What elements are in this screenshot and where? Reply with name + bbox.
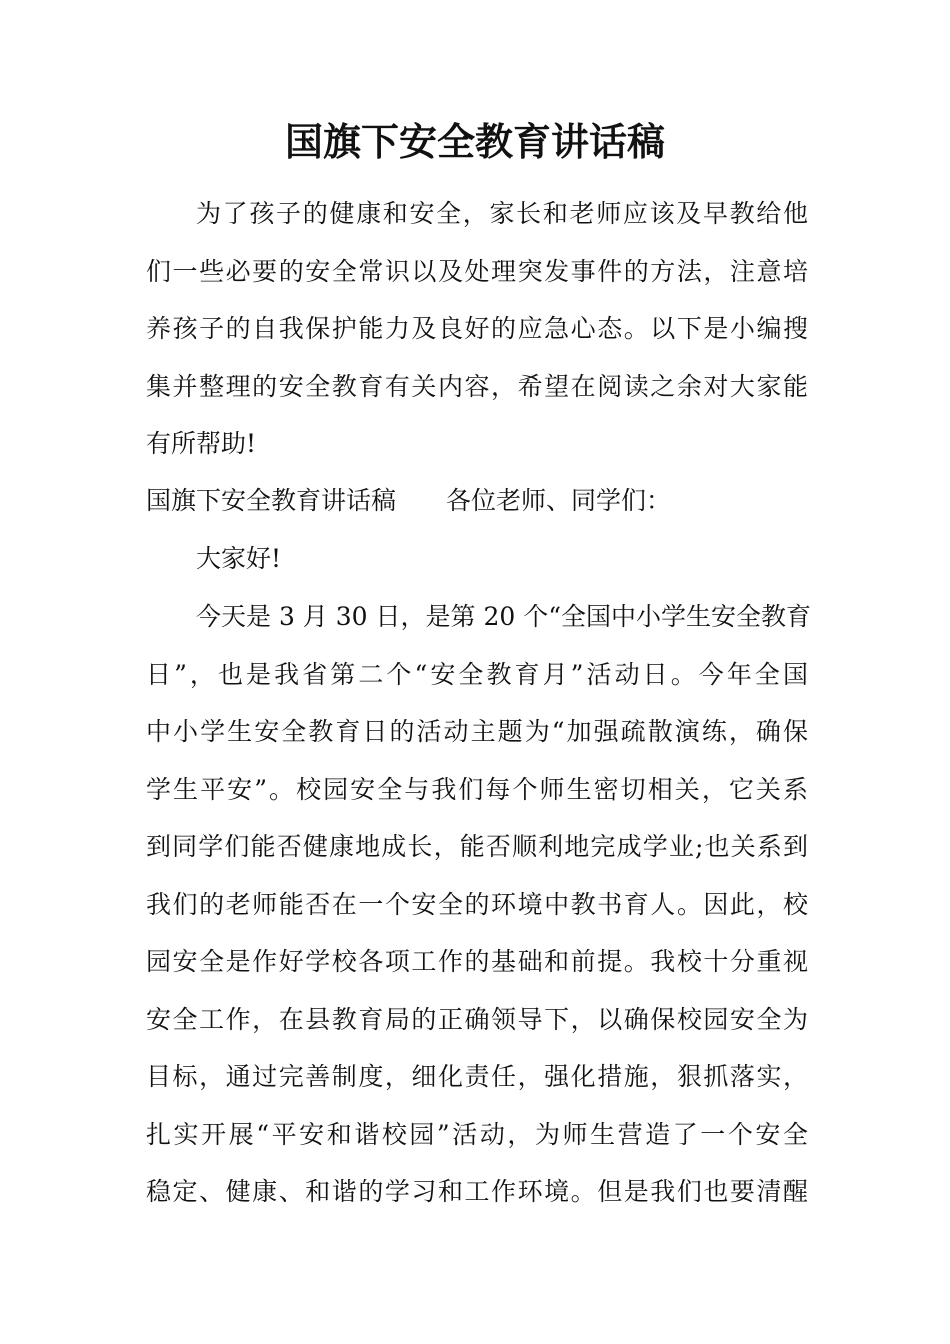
speech-heading: 国旗下安全教育讲话稿 [146, 486, 397, 515]
body-line: 稳定、健康、和谐的学习和工作环境。但是我们也要清醒 [146, 1177, 808, 1206]
body-line: 学生平安”。校园安全与我们每个师生密切相关，它关系 [146, 774, 808, 804]
body-line: 安全工作，在县教育局的正确领导下，以确保校园安全为 [146, 1004, 808, 1034]
greeting: 大家好! [196, 544, 282, 573]
salutation: 各位老师、同学们： [446, 486, 672, 515]
body-line: 扎实开展“平安和谐校园”活动，为师生营造了一个安全 [146, 1119, 808, 1149]
intro-line: 为了孩子的健康和安全，家长和老师应该及早教给他 [196, 199, 808, 228]
intro-line: 集并整理的安全教育有关内容，希望在阅读之余对大家能 [146, 371, 808, 401]
body-line: 今天是 3 月 30 日，是第 20 个“全国中小学生安全教育 [196, 602, 811, 631]
body-line: 日”，也是我省第二个“安全教育月”活动日。今年全国 [146, 659, 808, 689]
intro-line: 有所帮助! [146, 429, 257, 458]
body-line: 中小学生安全教育日的活动主题为“加强疏散演练，确保 [146, 717, 808, 746]
body-line: 我们的老师能否在一个安全的环境中教书育人。因此，校 [146, 889, 808, 919]
intro-line: 们一些必要的安全常识以及处理突发事件的方法，注意培 [146, 256, 808, 286]
greeting-paragraph [146, 530, 808, 588]
intro-paragraph [146, 185, 808, 473]
body-line: 园安全是作好学校各项工作的基础和前提。我校十分重视 [146, 947, 808, 976]
document-title: 国旗下安全教育讲话稿 [284, 119, 665, 164]
intro-line: 养孩子的自我保护能力及良好的应急心态。以下是小编搜 [146, 314, 808, 343]
body-line: 到同学们能否健康地成长，能否顺利地完成学业;也关系到 [146, 832, 808, 861]
heading-line [146, 472, 808, 530]
body-paragraph [146, 588, 811, 1221]
body-line: 目标，通过完善制度，细化责任，强化措施，狠抓落实， [146, 1062, 808, 1091]
